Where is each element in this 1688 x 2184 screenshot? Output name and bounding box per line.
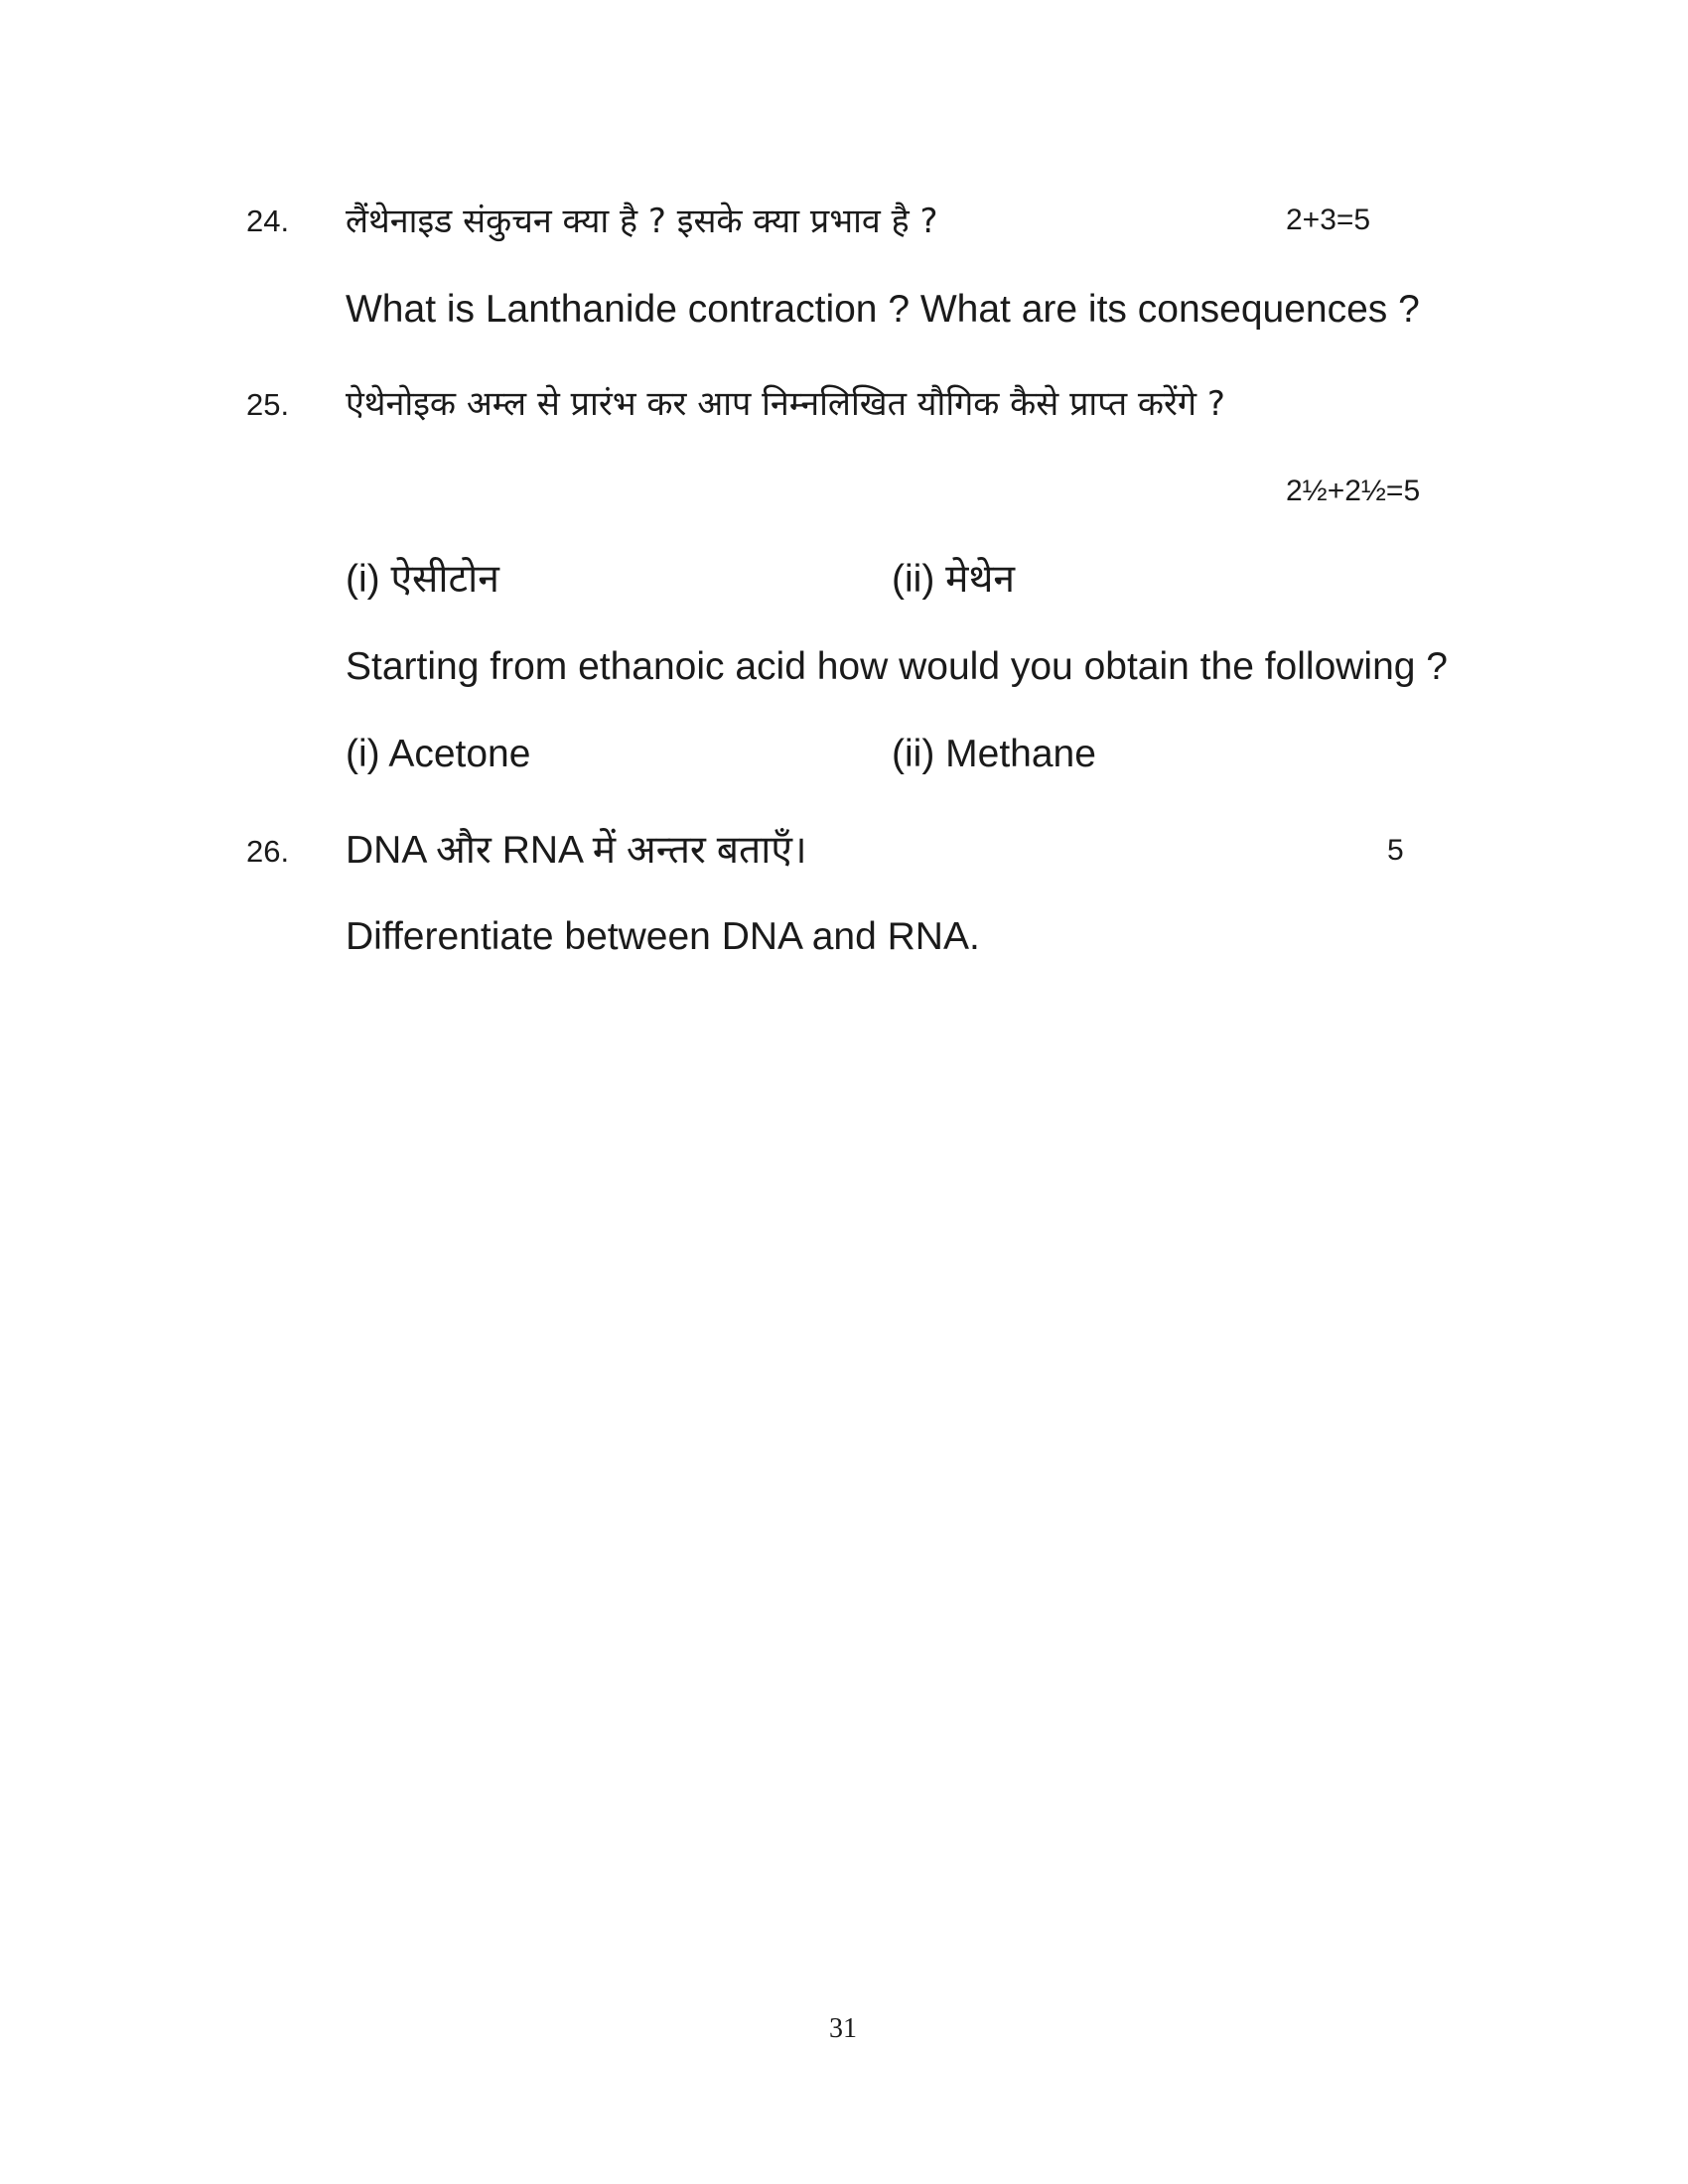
option-hindi-ii: (ii) मेथेन <box>892 558 1016 601</box>
question-text-hindi: ऐथेनोइक अम्ल से प्रारंभ कर आप निम्नलिखित यौगिक कैसे प्राप्त करेंगे ? <box>346 384 1225 424</box>
question-text-hindi: DNA और RNA में अन्तर बताएँ। <box>346 829 807 872</box>
option-english-i: (i) Acetone <box>346 733 531 775</box>
page-number: 31 <box>829 2013 857 2044</box>
question-text-english: What is Lanthanide contraction ? What are its consequences ? <box>346 288 1420 331</box>
question-text-hindi: लैंथेनाइड संकुचन क्या है ? इसके क्या प्रभाव है ? <box>346 202 938 241</box>
question-text-english: Differentiate between DNA and RNA. <box>346 915 980 958</box>
question-number: 25. <box>246 387 290 422</box>
option-english-ii: (ii) Methane <box>892 733 1096 775</box>
question-marks: 2½+2½=5 <box>1286 475 1421 507</box>
question-marks: 2+3=5 <box>1286 204 1371 236</box>
option-hindi-i: (i) ऐसीटोन <box>346 558 499 601</box>
question-number: 24. <box>246 204 290 238</box>
question-marks: 5 <box>1387 834 1404 867</box>
question-text-english: Starting from ethanoic acid how would you obtain the following ? <box>346 645 1448 688</box>
question-number: 26. <box>246 834 290 869</box>
